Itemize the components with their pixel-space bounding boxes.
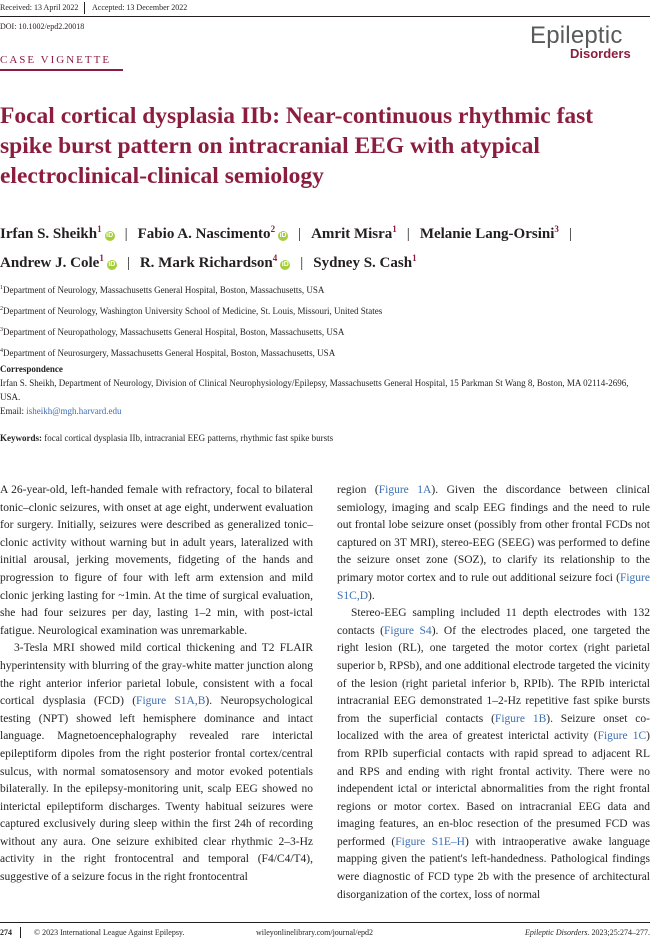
keywords-text: focal cortical dysplasia IIb, intracranial EEG patterns, rhythmic fast spike bursts (42, 433, 334, 443)
correspondence-heading: Correspondence (0, 364, 63, 374)
footer-divider (20, 927, 21, 938)
journal-citation: Epileptic Disorders. 2023;25:274–277. (524, 928, 650, 937)
keywords-label: Keywords: (0, 433, 42, 443)
paragraph: 3-Tesla MRI showed mild cortical thickening and T2 FLAIR hyperintensity with blurring of the gray-white matter junction along the right anterior inferior parietal lobule, consistent with a focal cortical dysplasia (FCD) (Figure S1A,B). Neuropsychological testing (NPT) showed left hemisphere dominance and intact language. Magnetoencephalography revealed rare interictal epileptiform dipoles from the right posterior frontal cortex/central sulcus, with normal somatosensory and motor evoked potentials bilaterally. In the epilepsy-monitoring unit, scalp EEG showed no interictal epileptiform discharges. Twenty habitual seizures were captured exclusively during sleep within the first 24h of recording without any aura. One seizure exhibited clear rhythmic 2–3-Hz activity in the right frontocentral and temporal (F4/C4/T4), suggestive of a seizure focus in the right frontocentral (0, 642, 313, 884)
copyright: © 2023 International League Against Epilepsy. (34, 928, 185, 937)
author-separator: | (298, 226, 302, 242)
body-column-right (337, 482, 650, 904)
affiliation: $^2$Department of Neurology, Washington University School of Medicine, St. Louis, Missouri, United States (0, 306, 383, 316)
orcid-icon[interactable]: iD (279, 232, 287, 239)
article-title: Focal cortical dysplasia IIb: Near-continuous rhythmic fast spike burst pattern on intracranial EEG with atypical electroclinical-clinical semiology (0, 103, 594, 189)
figure-link[interactable]: Figure 1B (494, 712, 547, 725)
figure-link[interactable]: Figure S1A,B (136, 695, 206, 708)
correspondence-email: Email: isheikh@mgh.harvard.edu (0, 406, 122, 416)
page-number: 274 (0, 928, 12, 937)
correspondence (0, 362, 650, 418)
journal-logo[interactable] (528, 24, 648, 62)
author[interactable]: Fabio A. Nascimento$^2$iD (137, 224, 287, 242)
author[interactable]: Sydney S. Cash$^1$ (313, 253, 417, 271)
paragraph: region (Figure 1A). Given the discordance between clinical semiology, imaging and scalp EEG findings and the need to rule out frontal lobe seizure onset (possibly from other frontal FCDs not captured on 3T MRI), stereo-EEG (SEEG) was performed to define the seizure onset zone (SOZ), to clarify its relationship to the primary motor cortex and to rule out additional seizure foci (Figure S1C,D). (337, 484, 650, 602)
logo-text-epileptic: Epileptic (530, 22, 623, 49)
article-type: CASE VIGNETTE (0, 54, 112, 66)
header-divider (84, 2, 85, 14)
keywords (0, 433, 333, 443)
header-rule (0, 16, 650, 17)
article-type-rule (0, 69, 123, 71)
journal-website-link[interactable]: wileyonlinelibrary.com/journal/epd2 (256, 928, 374, 937)
affiliation: $^1$Department of Neurology, Massachusetts General Hospital, Boston, Massachusetts, USA (0, 285, 325, 295)
author[interactable]: Melanie Lang-Orsini$^3$ (419, 224, 559, 242)
correspondence-address: Irfan S. Sheikh, Department of Neurology, Division of Clinical Neurophysiology/Epilepsy, Massachusetts General Hospital, 15 Parkman St Wang 8, Boston, MA 02114-2696, USA. (0, 378, 629, 402)
figure-link[interactable]: Figure S1C,D (337, 571, 650, 602)
body-column-left (0, 482, 313, 887)
author-separator: | (568, 226, 572, 242)
received-accepted-bar (0, 0, 650, 16)
author-separator: | (300, 255, 304, 271)
figure-link[interactable]: Figure S4 (384, 624, 432, 637)
author[interactable]: Andrew J. Cole$^1$iD (0, 253, 116, 271)
affiliations (0, 279, 650, 363)
paragraph: Stereo-EEG sampling included 11 depth electrodes with 132 contacts (Figure S4). Of the electrodes placed, one targeted the right lesion (RL), one targeted the motor cortex (right parietal superior b, RPSb), and one additional electrode targeted the vicinity of the lesion (right parietal inferior b, RPIb). The RPIb interictal intracranial EEG demonstrated 1–2-Hz repetitive fast spike bursts from the superficial contacts (Figure 1B). Seizure onset co-localized with the area of greatest interictal activity (Figure 1C) from RPIb superficial contacts with rapid spread to adjacent RL and RPS and ending with right frontal activity. There were no independent ictal or interictal abnormalities from the right frontal regions or motor cortex. Based on intracranial EEG data and imaging features, an en-bloc resection of the presumed FCD was performed (Figure S1E–H) with intraoperative awake language mapping given the patient's left-handedness. Pathological findings were diagnostic of FCD type 2b with the presence of architectural disorganization of the cortex, loss of normal (337, 607, 650, 901)
author[interactable]: Irfan S. Sheikh$^1$iD (0, 224, 114, 242)
orcid-icon[interactable]: iD (106, 232, 114, 239)
logo-text-disorders: Disorders (570, 46, 631, 61)
orcid-icon[interactable]: iD (281, 261, 289, 268)
author-separator: | (406, 226, 410, 242)
author[interactable]: Amrit Misra$^1$ (311, 224, 397, 242)
figure-link[interactable]: Figure S1E–H (395, 835, 465, 848)
footer-rule (0, 922, 650, 923)
affiliation: $^4$Department of Neurosurgery, Massachusetts General Hospital, Boston, Massachusetts, USA (0, 348, 336, 358)
email-link[interactable]: isheikh@mgh.harvard.edu (26, 406, 122, 416)
paragraph: A 26-year-old, left-handed female with refractory, focal to bilateral tonic–clonic seizures, with onset at age eight, underwent evaluation for surgery. Initially, seizures were described as generalized tonic–clonic activity without warning but in adult years, lateralized with initial arousal, jerking movements, fidgeting of the hands and progression to figure of four with left arm extension and mild clonic jerking lasting for ~1min. At the time of surgical evaluation, she had four seizures per day, lasting 1–2 min, with post-ictal fatigue. Neurological examination was unremarkable. (0, 484, 313, 637)
accepted-date: Accepted: 13 December 2022 (92, 3, 188, 12)
figure-link[interactable]: Figure 1C (597, 730, 647, 743)
author-list (0, 217, 650, 275)
orcid-icon[interactable]: iD (108, 261, 116, 268)
received-date: Received: 13 April 2022 (0, 3, 79, 12)
affiliation: $^3$Department of Neuropathology, Massachusetts General Hospital, Boston, Massachusetts, USA (0, 327, 345, 337)
doi[interactable]: DOI: 10.1002/epd2.20018 (0, 22, 85, 31)
author-separator: | (124, 226, 128, 242)
author-separator: | (126, 255, 130, 271)
author[interactable]: R. Mark Richardson$^4$iD (139, 253, 289, 271)
figure-link[interactable]: Figure 1A (378, 484, 432, 496)
